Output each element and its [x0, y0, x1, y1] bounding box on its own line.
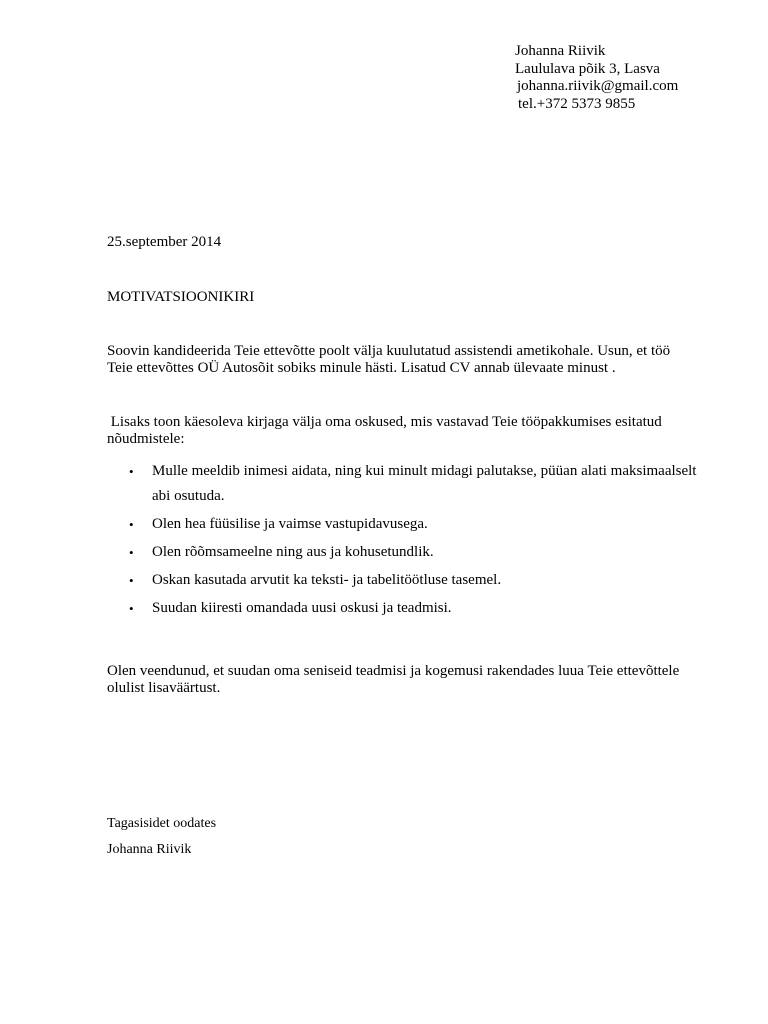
skills-list [107, 459, 717, 624]
sender-email: johanna.riivik@gmail.com [517, 78, 679, 94]
conclusion-paragraph: Olen veendunud, et suudan oma seniseid teadmisi ja kogemusi rakendades luua Teie ettevõttele olulist lisaväärtust. [107, 663, 680, 696]
bullet-icon: • [129, 601, 134, 616]
list-item-text: Suudan kiiresti omandada uusi oskusi ja teadmisi. [152, 600, 452, 616]
closing-block [107, 811, 216, 863]
skills-intro-text: Lisaks toon käesoleva kirjaga välja oma oskused, mis vastavad Teie tööpakkumises esitatud nõudmistele: [107, 414, 662, 447]
list-item [107, 568, 717, 593]
bullet-icon: • [129, 545, 134, 560]
sender-address: Laululava põik 3, Lasva [515, 60, 660, 77]
sender-block [515, 43, 678, 113]
intro-paragraph: Soovin kandideerida Teie ettevõtte poolt välja kuulutatud assistendi ametikohale. Usun, et töö Teie ettevõttes OÜ Autosõit sobiks minule hästi. Lisatud CV annab ülevaate minust . [107, 343, 671, 376]
signature-name: Johanna Riivik [107, 842, 192, 857]
letter-date: 25.september 2014 [107, 234, 222, 250]
skills-intro-paragraph [107, 414, 687, 448]
list-item-text: Oskan kasutada arvutit ka teksti- ja tabelitöötluse tasemel. [152, 572, 502, 588]
list-item [107, 540, 717, 565]
bullet-icon: • [129, 517, 134, 532]
list-item [107, 459, 717, 509]
letter-heading: MOTIVATSIOONIKIRI [107, 289, 255, 305]
list-item-text: Olen rõõmsameelne ning aus ja kohusetundlik. [152, 544, 434, 560]
bullet-icon: • [129, 464, 134, 479]
sender-name: Johanna Riivik [515, 43, 606, 59]
sender-phone: tel.+372 5373 9855 [518, 95, 636, 112]
bullet-icon: • [129, 573, 134, 588]
closing-phrase: Tagasisidet oodates [107, 816, 217, 831]
list-item [107, 596, 717, 621]
list-item-text: Olen hea füüsilise ja vaimse vastupidavusega. [152, 516, 428, 532]
list-item [107, 512, 717, 537]
list-item-text: Mulle meeldib inimesi aidata, ning kui minult midagi palutakse, püüan alati maksimaalselt abi osutuda. [152, 463, 697, 504]
